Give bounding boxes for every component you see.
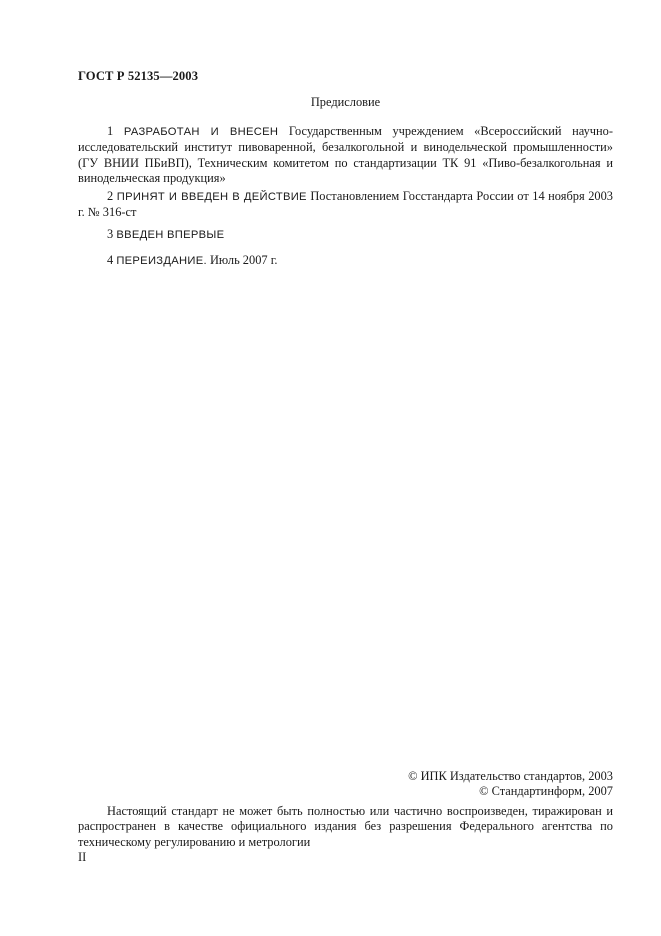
item-number: 3 (107, 227, 114, 241)
copyright-standartinform: © Стандартинформ, 2007 (479, 784, 613, 799)
foreword-item-2 (78, 189, 613, 221)
foreword-item-4 (78, 253, 613, 269)
item-text: Государственным учреждением «Всероссийский научно-исследовательский институт пивоваренной, безалкогольной и винодельческой промышленности» (ГУ ВНИИ ПБиВП), Техническим комитетом по стандартизации ТК 91 «Пиво-безалкогольная и винодельческая продукция» (78, 124, 613, 186)
item-caps-heading: ВВЕДЕН ВПЕРВЫЕ (116, 229, 225, 241)
item-text: Постановлением Госстандарта России от 14 ноября 2003 г. № 316-ст (78, 189, 613, 220)
copyright-publisher: © ИПК Издательство стандартов, 2003 (408, 769, 613, 783)
foreword-item-1 (78, 124, 613, 187)
item-number: 2 (107, 189, 114, 203)
item-number: 4 (107, 253, 114, 267)
item-number: 1 (107, 124, 114, 138)
copyright-block (408, 769, 613, 800)
foreword-title: Предисловие (310, 95, 381, 109)
foreword-item-3 (78, 227, 613, 243)
item-caps-heading: РАЗРАБОТАН И ВНЕСЕН (123, 126, 279, 138)
item-caps-heading: ПЕРЕИЗДАНИЕ. (116, 255, 207, 267)
document-code-header: ГОСТ Р 52135—2003 (78, 69, 199, 83)
item-text: Июль 2007 г. (209, 253, 278, 267)
reproduction-notice: Настоящий стандарт не может быть полностью или частично воспроизведен, тиражирован и распространен в качестве официального издания без разрешения Федерального агентства по техническому регулированию и метрологии (78, 804, 613, 849)
item-caps-heading: ПРИНЯТ И ВВЕДЕН В ДЕЙСТВИЕ (116, 191, 307, 203)
page-number: II (78, 850, 87, 864)
